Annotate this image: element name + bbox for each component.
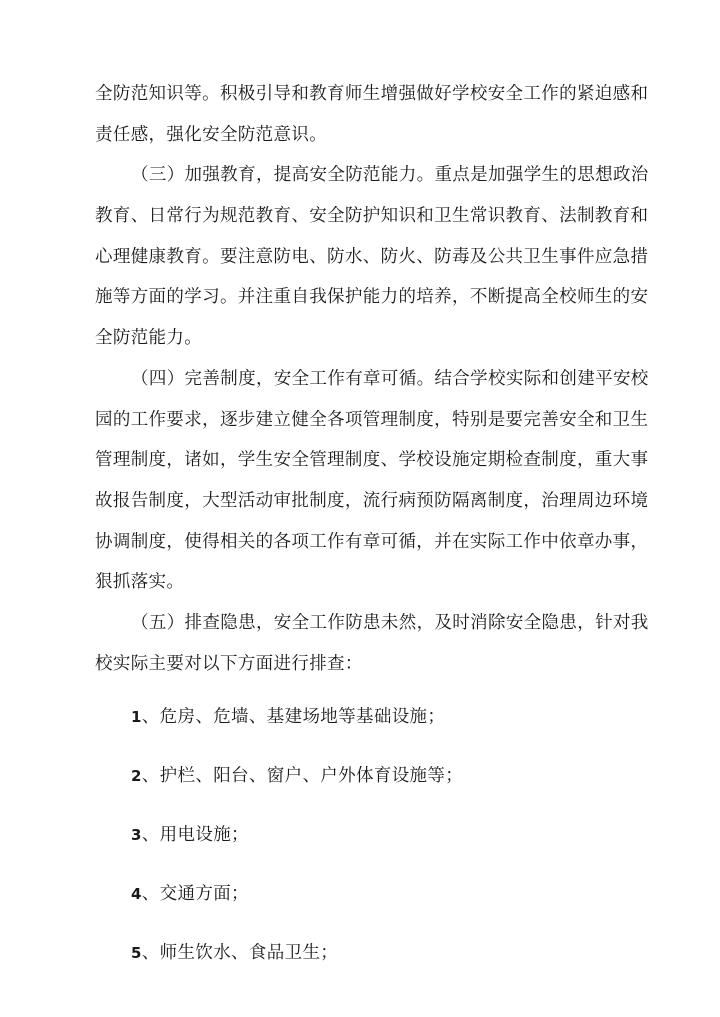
text-line: 全防范知识等。积极引导和教育师生增强做好学校安全工作的紧迫感和: [95, 84, 649, 104]
section-heading-5: （五）排查隐患，安全工作防患未然，及时消除安全隐患，针对我: [131, 612, 649, 633]
text-line: 故报告制度，大型活动审批制度，流行病预防隔离制度，治理周边环境: [95, 490, 649, 511]
list-item: [95, 806, 635, 865]
text-line: 狠抓落实。: [95, 572, 185, 593]
text-line: 管理制度，诸如，学生安全管理制度、学校设施定期检查制度，重大事: [95, 450, 649, 471]
list-item-number: 4: [131, 885, 142, 904]
list-item-text: 、师生饮水、食品卫生；: [141, 943, 339, 964]
list-item: [95, 924, 635, 983]
section-heading-4: （四）完善制度，安全工作有章可循。结合学校实际和创建平安校: [131, 368, 649, 389]
list-item-number: 5: [131, 944, 142, 963]
section-heading-3: （三）加强教育，提高安全防范能力。重点是加强学生的思想政治: [131, 165, 649, 186]
list-item-text: 、护栏、阳台、窗户、户外体育设施等；: [141, 766, 464, 787]
text-line: 责任感，强化安全防范意识。: [95, 124, 328, 145]
text-line: 施等方面的学习。并注重自我保护能力的培养，不断提高全校师生的安: [95, 287, 649, 308]
text-line: 园的工作要求，逐步建立健全各项管理制度，特别是要完善安全和卫生: [95, 409, 649, 430]
list-item-number: 1: [131, 708, 142, 727]
text-line: 校实际主要对以下方面进行排查：: [95, 653, 363, 674]
list-item-number: 2: [131, 767, 142, 786]
list-item-text: 、危房、危墙、基建场地等基础设施；: [141, 707, 446, 728]
list-item: [95, 865, 635, 924]
text-line: 心理健康教育。要注意防电、防水、防火、防毒及公共卫生事件应急措: [95, 246, 649, 267]
list-item: [95, 688, 635, 747]
list-item-text: 、交通方面；: [141, 884, 249, 905]
text-line: 教育、日常行为规范教育、安全防护知识和卫生常识教育、法制教育和: [95, 206, 649, 227]
document-page: [95, 74, 649, 983]
list-item-text: 、用电设施；: [141, 825, 249, 846]
list-item-number: 3: [131, 826, 142, 845]
list-item: [95, 747, 635, 806]
text-line: 全防范能力。: [95, 328, 203, 349]
text-line: 协调制度，使得相关的各项工作有章可循，并在实际工作中依章办事，: [95, 531, 649, 552]
